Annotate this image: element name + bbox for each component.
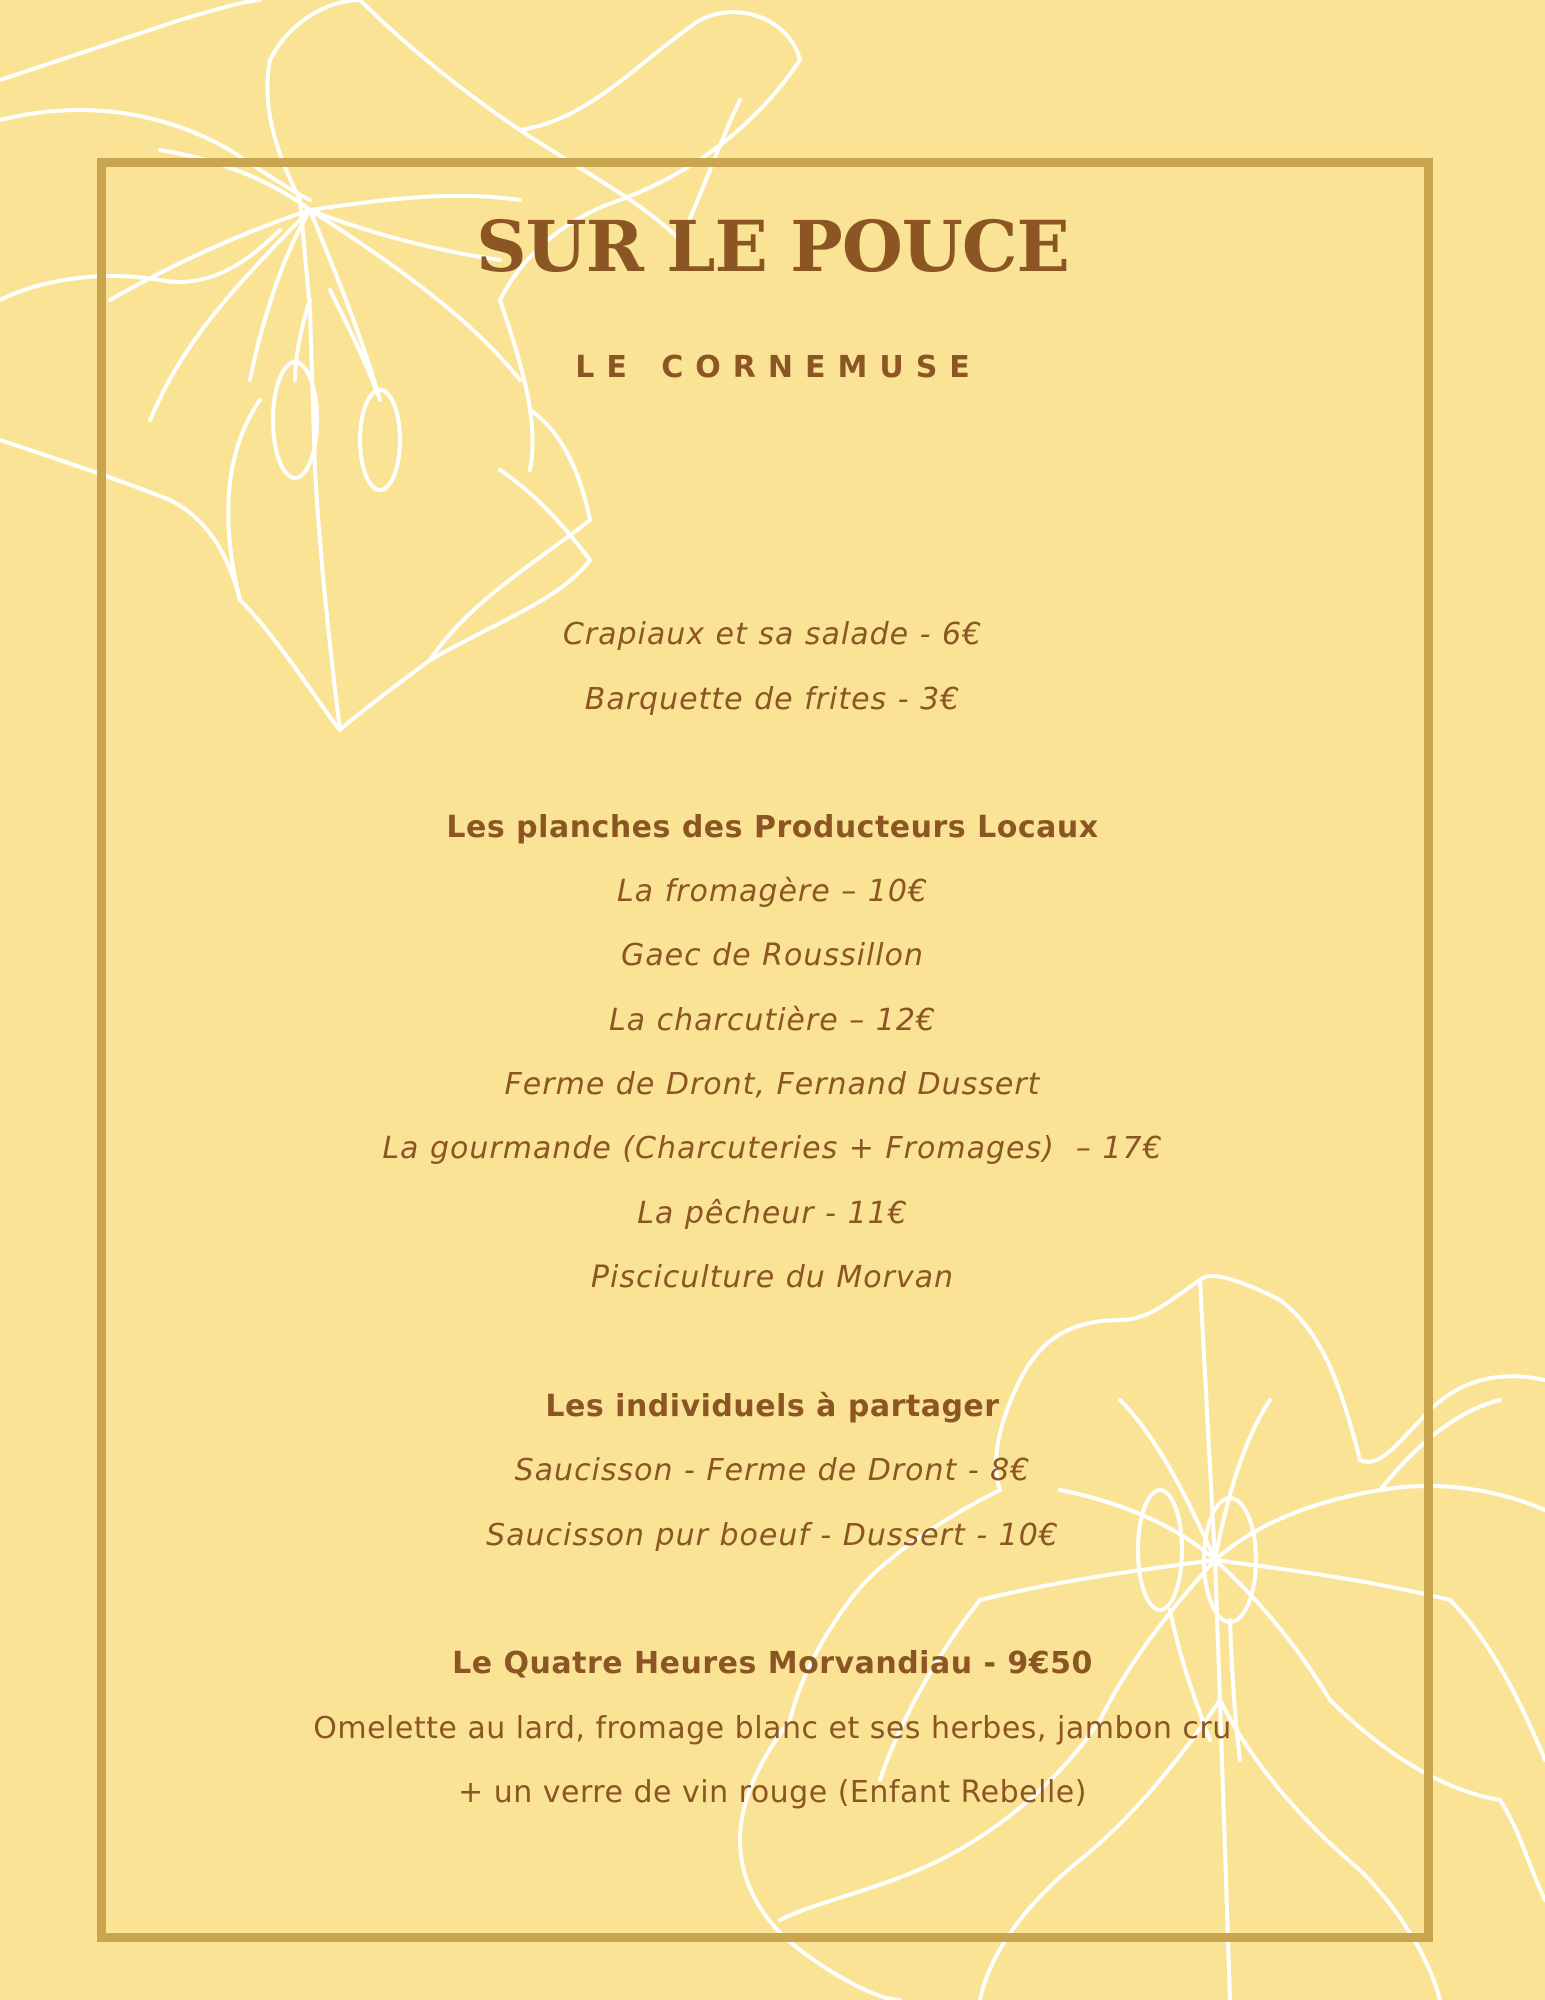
section-heading-individuels: Les individuels à partager [545,1389,1000,1424]
menu-item: Pisciculture du Morvan [590,1260,955,1295]
menu-subtitle: LE CORNEMUSE [575,350,982,385]
menu-item: Barquette de frites - 3€ [584,682,961,717]
menu-title: SUR LE POUCE [476,205,1069,288]
menu-item: La pêcheur - 11€ [637,1196,908,1231]
menu-item: La gourmande (Charcuteries + Fromages) – 17€ [382,1131,1163,1166]
menu-item: Ferme de Dront, Fernand Dussert [504,1067,1041,1102]
section-heading-planches: Les planches des Producteurs Locaux [446,810,1099,845]
menu-description: Omelette au lard, fromage blanc et ses herbes, jambon cru [313,1711,1232,1746]
menu-description: + un verre de vin rouge (Enfant Rebelle) [458,1775,1087,1810]
menu-item: La fromagère – 10€ [616,874,929,909]
menu-item: Saucisson pur boeuf - Dussert - 10€ [486,1518,1059,1553]
section-heading-quatre-heures: Le Quatre Heures Morvandiau - 9€50 [452,1646,1093,1681]
menu-item: Gaec de Roussillon [621,938,924,973]
menu-item: La charcutière – 12€ [608,1003,937,1038]
menu-item: Saucisson - Ferme de Dront - 8€ [514,1453,1031,1488]
menu-item: Crapiaux et sa salade - 6€ [562,617,983,652]
